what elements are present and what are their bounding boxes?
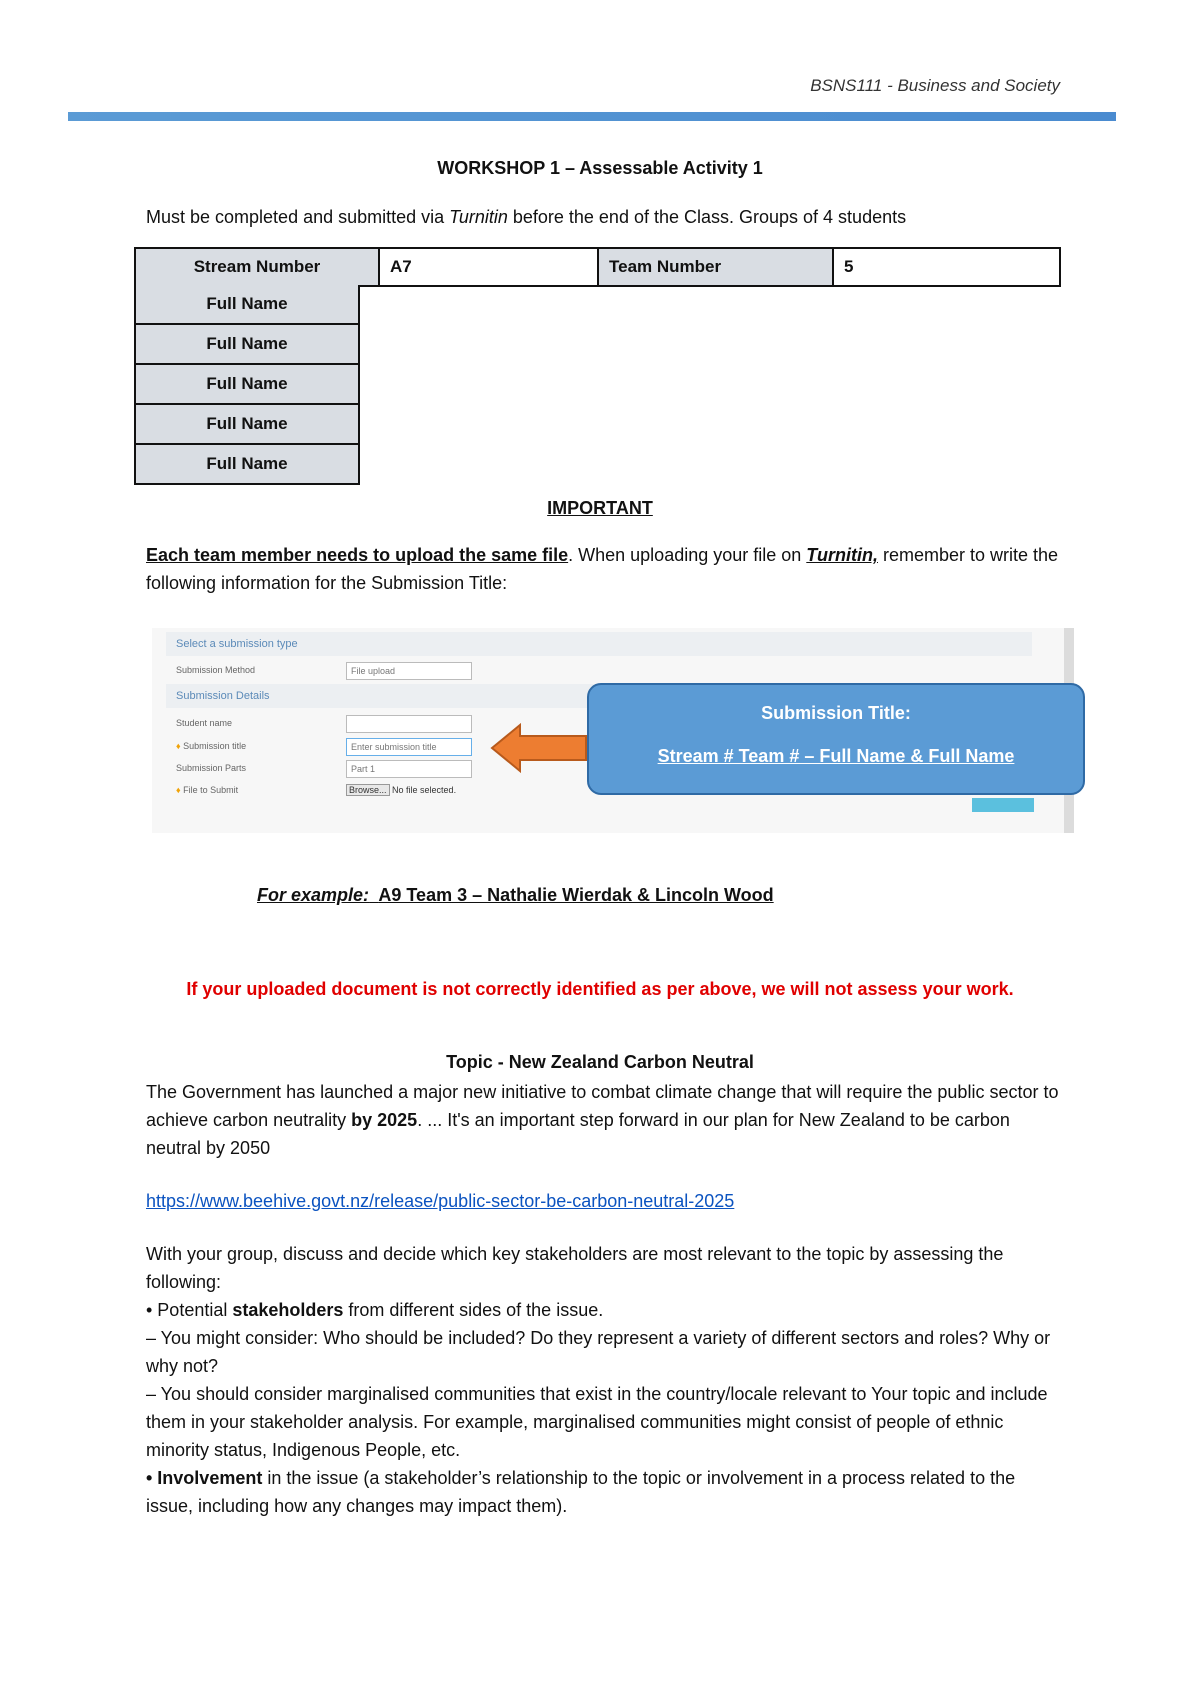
intro-after: before the end of the Class. Groups of 4 students — [507, 207, 907, 227]
student-name-select — [346, 715, 472, 733]
team-info-table — [134, 247, 1061, 287]
dash-consider: – You might consider: Who should be included? Do they represent a variety of different sectors and roles? Why or why not? — [146, 1328, 1051, 1376]
topic-body — [146, 1078, 1066, 1162]
discussion-section — [146, 1240, 1066, 1520]
submission-method-select: File upload — [346, 662, 472, 680]
header-divider — [68, 112, 1116, 121]
topic-body-bold: by 2025 — [351, 1110, 418, 1130]
full-name-list — [134, 285, 360, 485]
stream-number-label: Stream Number — [135, 248, 379, 286]
topic-heading: Topic - New Zealand Carbon Neutral — [446, 1052, 754, 1072]
beehive-link[interactable]: https://www.beehive.govt.nz/release/public-sector-be-carbon-neutral-2025 — [146, 1191, 735, 1211]
submission-title-input: Enter submission title — [346, 738, 472, 756]
topic-body-a: The Government has launched a major new initiative to combat climate change that will require the public sector to achieve carbon neutrality — [146, 1082, 1059, 1130]
upload-emphasis: Each team member needs to upload the same file — [146, 545, 569, 565]
warning-text: If your uploaded document is not correctly identified as per above, we will not assess your work. — [186, 979, 1014, 999]
file-browse — [346, 785, 456, 795]
upload-instructions — [146, 541, 1076, 597]
important-heading: IMPORTANT — [547, 498, 653, 518]
browse-button: Browse... — [346, 784, 390, 796]
submission-parts-select: Part 1 — [346, 760, 472, 778]
full-name-label: Full Name — [134, 365, 360, 405]
callout-title: Submission Title: — [761, 703, 911, 723]
upload-mid: . When uploading your file on — [568, 545, 807, 565]
upload-turnitin: Turnitin, — [806, 545, 878, 565]
student-name-label: Student name — [176, 718, 233, 728]
bullet1-bold: stakeholders — [232, 1300, 344, 1320]
intro-turnitin: Turnitin — [449, 207, 508, 227]
submission-parts-label: Submission Parts — [176, 763, 247, 773]
bullet2-bold: • Involvement — [146, 1468, 263, 1488]
callout-format: Stream # Team # – Full Name & Full Name — [657, 746, 1015, 766]
bullet1-pre: • Potential — [146, 1300, 233, 1320]
submission-title-text: Submission title — [183, 741, 247, 751]
example-label: For example: — [257, 885, 370, 905]
intro-text — [146, 203, 906, 231]
submission-method-label: Submission Method — [176, 665, 256, 675]
bullet1-post: from different sides of the issue. — [343, 1300, 604, 1320]
topic-body-b: . ... It's an important step forward in our plan for New Zealand to be carbon neutral by 2050 — [146, 1110, 1010, 1158]
discussion-intro: With your group, discuss and decide which key stakeholders are most relevant to the topic by assessing the following: — [146, 1244, 1004, 1292]
submission-title-callout — [587, 683, 1085, 795]
pointer-arrow-icon — [490, 723, 590, 773]
bullet2-post: in the issue (a stakeholder’s relationship to the topic or involvement in a process related to the issue, including how any changes may impact them). — [146, 1468, 1016, 1516]
intro-before: Must be completed and submitted via — [146, 207, 450, 227]
submission-title-label: ♦ Submission title — [176, 741, 247, 751]
file-to-submit-label: ♦ File to Submit — [176, 785, 239, 795]
stream-number-value: A7 — [379, 248, 598, 286]
upload-end: remember to write the following information for the Submission Title: — [146, 545, 1059, 593]
full-name-label: Full Name — [134, 445, 360, 485]
bullet-involvement — [146, 1464, 1066, 1520]
example-line — [257, 885, 774, 906]
dash-marginalised: – You should consider marginalised communities that exist in the country/locale relevant to Your topic and include them in your stakeholder analysis. For example, marginalised communities might consist of people of ethnic minority status, Indigenous People, etc. — [146, 1384, 1048, 1460]
team-number-value: 5 — [833, 248, 1060, 286]
section-submission-type: Select a submission type — [166, 632, 1032, 656]
full-name-label: Full Name — [134, 285, 360, 325]
bullet-stakeholders — [146, 1296, 1066, 1324]
team-number-label: Team Number — [598, 248, 833, 286]
example-value: A9 Team 3 – Nathalie Wierdak & Lincoln Wood — [378, 885, 774, 905]
no-file-text: No file selected. — [392, 785, 457, 795]
section-submission-details: Submission Details — [166, 684, 1032, 708]
course-header: BSNS111 - Business and Society — [810, 76, 1060, 95]
file-to-submit-text: File to Submit — [183, 785, 239, 795]
submit-paper-button — [972, 798, 1034, 812]
full-name-label: Full Name — [134, 405, 360, 445]
document-title: WORKSHOP 1 – Assessable Activity 1 — [437, 158, 763, 178]
full-name-label: Full Name — [134, 325, 360, 365]
